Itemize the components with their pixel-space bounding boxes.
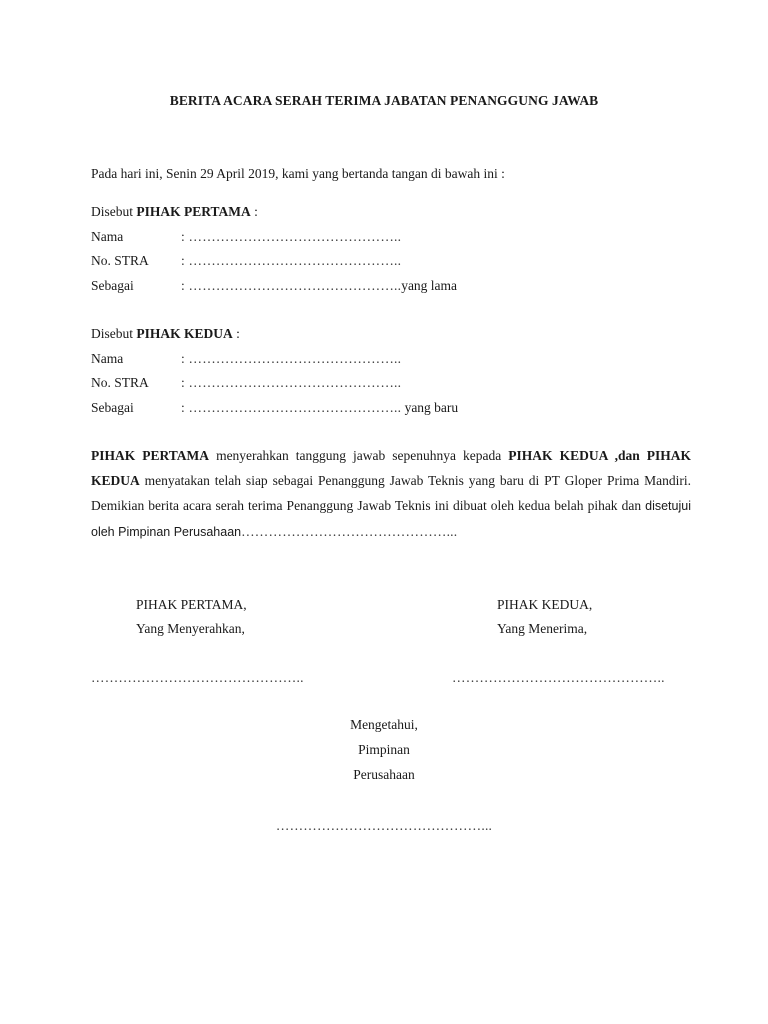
- pertama-nama-value: : ………………………………………..: [181, 229, 402, 244]
- kedua-nama-value: : ………………………………………..: [181, 351, 402, 366]
- body-text-3: disetujui oleh Pimpinan Perusahaan: [91, 499, 691, 539]
- right-role-label: Yang Menerima,: [497, 621, 588, 636]
- kedua-sebagai-value: : ………………………………………..: [181, 400, 402, 415]
- body-bold-2: PIHAK KEDUA ,dan PIHAK KEDUA: [91, 448, 691, 488]
- heading-suffix: :: [232, 326, 240, 341]
- pertama-stra-label: No. STRA: [91, 253, 149, 268]
- body-text-2: menyatakan telah siap sebagai Penanggung Jawab Teknis yang baru di PT Gloper Prima Mandiri. Demikian berita acara serah terima Penanggung Jawab Teknis ini dibuat oleh kedua belah pihak dan: [91, 473, 691, 513]
- witness-line-2: Pimpinan: [358, 742, 410, 757]
- pertama-sebagai-suffix: yang lama: [401, 278, 458, 293]
- heading-bold: PIHAK PERTAMA: [136, 204, 251, 219]
- kedua-sebagai-row: [181, 400, 458, 416]
- witness-signature-line: ………………………………………...: [275, 818, 493, 833]
- witness-line-3: Perusahaan: [353, 767, 415, 782]
- intro-text: Pada hari ini, Senin 29 April 2019, kami yang bertanda tangan di bawah ini :: [91, 166, 505, 181]
- kedua-sebagai-label: Sebagai: [91, 400, 134, 415]
- kedua-stra-label: No. STRA: [91, 375, 149, 390]
- document-title: BERITA ACARA SERAH TERIMA JABATAN PENANGGUNG JAWAB: [169, 93, 599, 108]
- pertama-sebagai-row: [181, 278, 457, 294]
- pihak-kedua-heading: [91, 326, 240, 342]
- left-signature-line: ………………………………………..: [91, 670, 304, 685]
- body-bold-1: PIHAK PERTAMA: [91, 448, 210, 463]
- witness-line-1: Mengetahui,: [350, 717, 418, 732]
- heading-suffix: :: [250, 204, 258, 219]
- heading-prefix: Disebut: [91, 326, 137, 341]
- left-party-label: PIHAK PERTAMA,: [136, 597, 247, 612]
- pertama-stra-value: : ………………………………………..: [181, 253, 402, 268]
- heading-bold: PIHAK KEDUA: [136, 326, 233, 341]
- kedua-nama-label: Nama: [91, 351, 124, 366]
- kedua-sebagai-suffix: yang baru: [401, 400, 459, 415]
- right-signature-line: ………………………………………..: [452, 670, 665, 685]
- pertama-sebagai-value: : ………………………………………..: [181, 278, 402, 293]
- right-party-label: PIHAK KEDUA,: [497, 597, 593, 612]
- body-dots: ………………………………………...: [241, 524, 458, 539]
- left-role-label: Yang Menyerahkan,: [136, 621, 245, 636]
- heading-prefix: Disebut: [91, 204, 137, 219]
- pertama-nama-label: Nama: [91, 229, 124, 244]
- kedua-stra-value: : ………………………………………..: [181, 375, 402, 390]
- body-text-1: menyerahkan tanggung jawab sepenuhnya kepada: [209, 448, 509, 463]
- body-paragraph: [91, 443, 691, 545]
- pertama-sebagai-label: Sebagai: [91, 278, 134, 293]
- pihak-pertama-heading: [91, 204, 258, 220]
